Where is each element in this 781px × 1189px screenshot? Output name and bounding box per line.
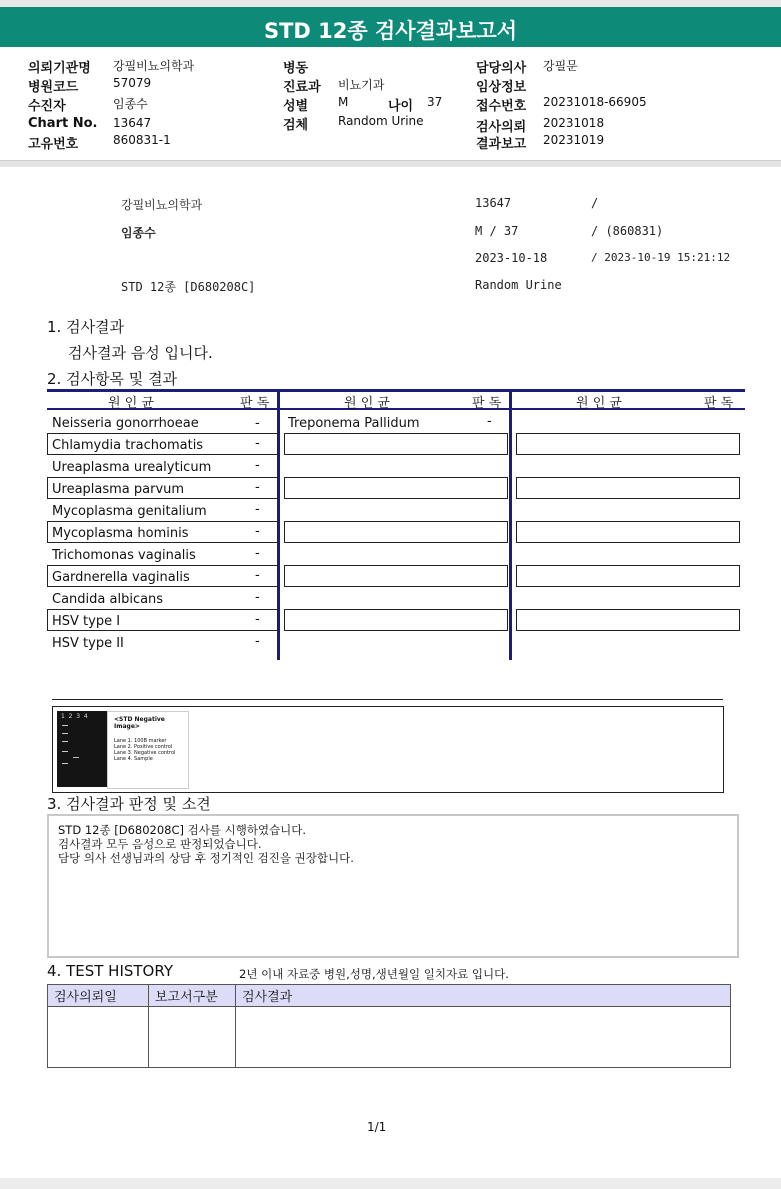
summary-test: STD 12종 [D680208C] — [121, 280, 256, 294]
gel-legend — [107, 711, 189, 789]
organism-name: Candida albicans — [52, 592, 164, 607]
hospital-code-label: 병원코드 — [28, 80, 79, 95]
col3-header-org: 원 인 균 — [576, 396, 622, 411]
report-date-value: 20231019 — [543, 133, 605, 147]
history-col-result: 검사결과 — [236, 985, 731, 1007]
organism-result: - — [255, 612, 260, 627]
row-box — [284, 565, 508, 587]
opinion-line: 검사결과 모두 음성으로 판정되었습니다. — [58, 837, 262, 851]
ward-label: 병동 — [283, 61, 309, 76]
row-box — [284, 521, 508, 543]
organism-result: - — [255, 480, 260, 495]
organism-name: Mycoplasma genitalium — [52, 504, 207, 519]
organism-result: - — [255, 634, 260, 649]
receipt-no-value: 20231018-66905 — [543, 95, 647, 109]
col1-header-org: 원 인 균 — [108, 396, 154, 411]
summary-report-datetime: / 2023-10-19 15:21:12 — [591, 251, 731, 264]
section1-text: 검사결과 음성 입니다. — [68, 344, 213, 362]
row-box — [516, 609, 740, 631]
request-date-label: 검사의뢰 — [476, 120, 527, 135]
report-title: STD 12종 검사결과보고서 — [263, 19, 517, 43]
bottom-strip — [0, 1178, 781, 1189]
summary-chart: 13647 — [475, 196, 512, 210]
organism-result: - — [255, 458, 260, 473]
gel-legend-lane4: Lane 4. Sample — [114, 756, 153, 762]
opinion-line: STD 12종 [D680208C] 검사를 시행하였습니다. — [58, 823, 307, 837]
column-divider-2 — [509, 389, 512, 660]
col3-header-res: 판 독 — [704, 396, 734, 411]
summary-request-date: 2023-10-18 — [475, 251, 548, 265]
organism-name: Ureaplasma urealyticum — [52, 460, 212, 475]
summary-specimen: Random Urine — [475, 278, 562, 292]
organism-result: - — [255, 568, 260, 583]
col2-header-org: 원 인 균 — [344, 396, 390, 411]
gel-legend-lane3: Lane 3. Negative control — [114, 750, 176, 756]
row-box — [516, 433, 740, 455]
opinion-box — [47, 814, 739, 958]
organism-result: - — [255, 416, 260, 431]
organism-result: - — [255, 502, 260, 517]
history-note: 2년 이내 자료중 병원,성명,생년월일 일치자료 입니다. — [239, 967, 509, 981]
organism-name: Treponema Pallidum — [288, 416, 420, 431]
organism-name: Ureaplasma parvum — [52, 482, 185, 497]
patient-value: 임종수 — [113, 97, 148, 111]
history-table — [47, 984, 731, 1068]
report-date-label: 결과보고 — [476, 137, 527, 152]
history-col-report-type: 보고서구분 — [149, 985, 236, 1007]
age-label: 나이 — [388, 99, 414, 114]
organism-result: - — [255, 524, 260, 539]
age-value: 37 — [427, 95, 443, 109]
section2-heading: 2. 검사항목 및 결과 — [47, 370, 178, 388]
unique-id-label: 고유번호 — [28, 137, 79, 152]
history-cell — [48, 1007, 149, 1068]
specimen-label: 검체 — [283, 118, 309, 133]
row-box — [516, 477, 740, 499]
organism-result: - — [487, 414, 492, 429]
department-value: 비뇨기과 — [338, 78, 385, 92]
receipt-no-label: 접수번호 — [476, 99, 527, 114]
organism-name: Gardnerella vaginalis — [52, 570, 190, 585]
col1-header-res: 판 독 — [240, 396, 270, 411]
organism-name: Chlamydia trachomatis — [52, 438, 204, 453]
request-date-value: 20231018 — [543, 116, 605, 130]
organism-name: Neisseria gonorrhoeae — [52, 416, 199, 431]
title-bar — [0, 7, 781, 47]
section3-heading: 3. 검사결과 판정 및 소견 — [47, 795, 211, 813]
row-box — [516, 565, 740, 587]
summary-sex-age: M / 37 — [475, 224, 519, 238]
unique-id-value: 860831-1 — [113, 133, 171, 147]
history-cell — [149, 1007, 236, 1068]
row-box — [284, 433, 508, 455]
clinical-info-label: 임상정보 — [476, 80, 527, 95]
summary-patient: 임종수 — [121, 226, 156, 240]
col2-header-res: 판 독 — [472, 396, 502, 411]
sex-value: M — [338, 95, 349, 109]
chart-no-value: 13647 — [113, 116, 152, 130]
top-strip — [0, 0, 781, 7]
sex-label: 성별 — [283, 99, 309, 114]
organism-result: - — [255, 590, 260, 605]
hospital-code-value: 57079 — [113, 76, 152, 90]
row-box — [284, 609, 508, 631]
summary-slash: / — [591, 196, 599, 210]
department-label: 진료과 — [283, 80, 321, 95]
header-divider — [0, 160, 781, 167]
patient-label: 수진자 — [28, 99, 66, 114]
gel-legend-lane1: Lane 1. 100B marker — [114, 738, 167, 744]
hospital-name-value: 강필비뇨의학과 — [113, 59, 195, 73]
gel-image — [57, 711, 107, 787]
gel-lane-numbers: 1 2 3 4 — [61, 713, 88, 720]
section1-heading: 1. 검사결과 — [47, 318, 125, 336]
opinion-line: 담당 의사 선생님과의 상담 후 정기적인 검진을 권장합니다. — [58, 851, 354, 865]
row-box — [284, 477, 508, 499]
history-cell — [236, 1007, 731, 1068]
section4-heading: 4. TEST HISTORY — [47, 962, 173, 980]
gel-legend-title: <STD Negative Image> — [114, 716, 165, 730]
organism-name: Mycoplasma hominis — [52, 526, 189, 541]
chart-no-label: Chart No. — [28, 116, 98, 131]
history-header-row — [48, 985, 731, 1007]
doctor-label: 담당의사 — [476, 61, 527, 76]
specimen-value: Random Urine — [338, 114, 424, 128]
page-number: 1/1 — [367, 1120, 387, 1134]
organism-result: - — [255, 546, 260, 561]
history-col-request-date: 검사의뢰일 — [48, 985, 149, 1007]
organism-result: - — [255, 436, 260, 451]
organism-name: HSV type I — [52, 614, 121, 629]
gel-section-rule — [52, 699, 723, 700]
history-empty-row — [48, 1007, 731, 1068]
gel-legend-lane2: Lane 2. Positive control — [114, 744, 173, 750]
organism-name: HSV type II — [52, 636, 124, 651]
row-box — [516, 521, 740, 543]
hospital-name-label: 의뢰기관명 — [28, 61, 91, 76]
summary-id: / (860831) — [591, 224, 664, 238]
doctor-value: 강필문 — [543, 59, 578, 73]
organism-name: Trichomonas vaginalis — [52, 548, 196, 563]
summary-clinic: 강필비뇨의학과 — [121, 198, 203, 212]
